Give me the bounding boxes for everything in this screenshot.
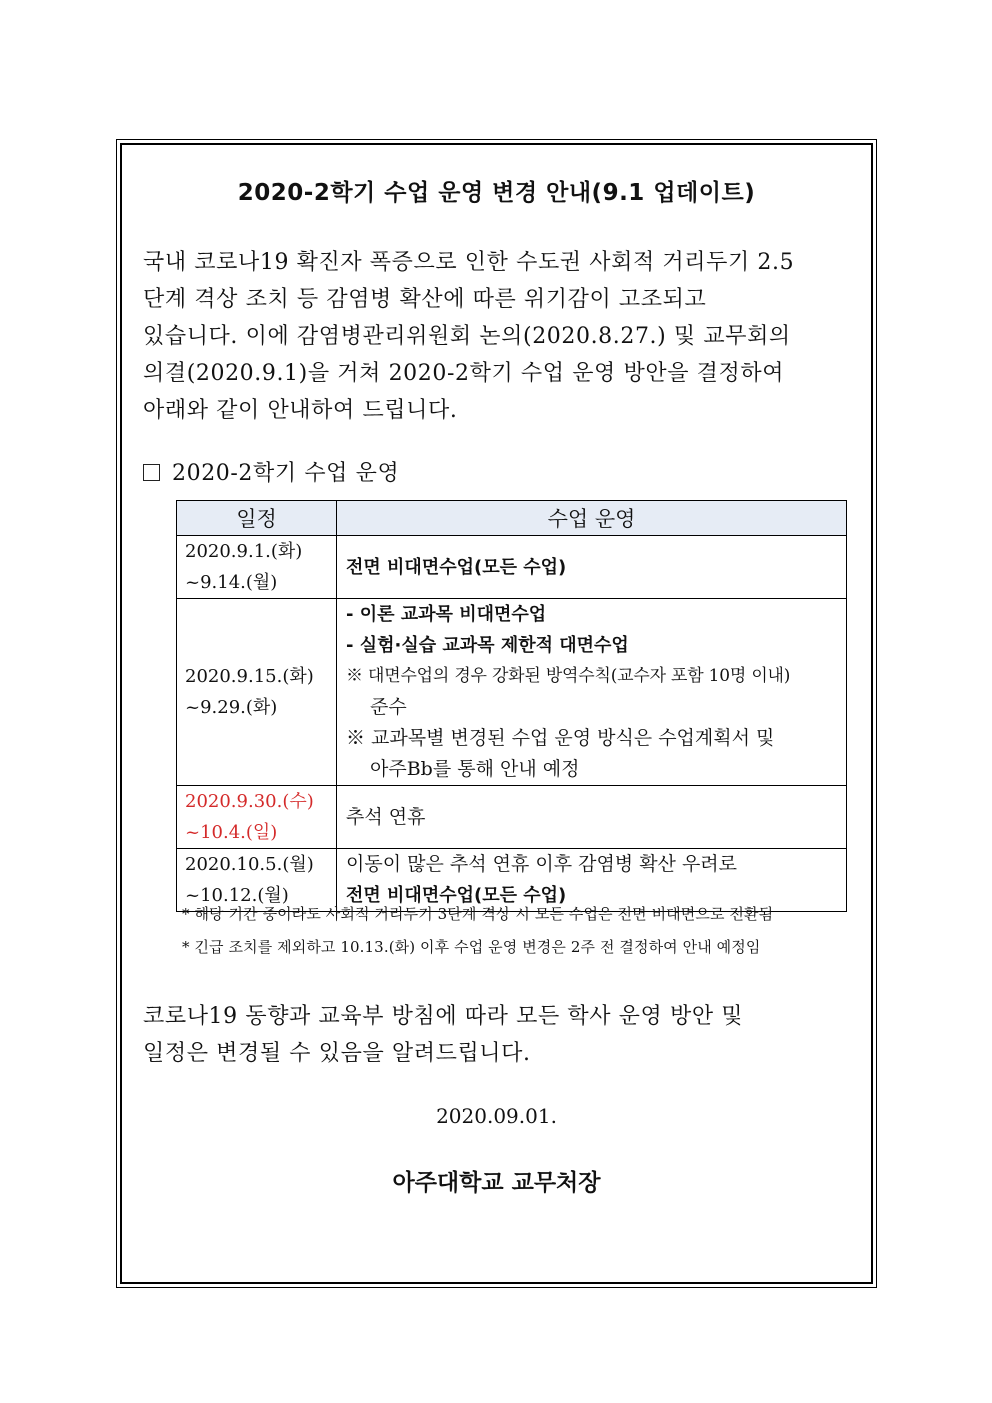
operation-line: - 실험·실습 교과목 제한적 대면수업 (346, 635, 629, 656)
date-cell (177, 536, 337, 599)
operation-line: 전면 비대면수업(모든 수업) (346, 885, 567, 906)
operation-note: ※ 대면수업의 경우 강화된 방역수칙(교수자 포함 10명 이내) (346, 666, 791, 686)
column-header-operation: 수업 운영 (337, 501, 847, 536)
signature: 아주대학교 교무처장 (392, 1170, 601, 1196)
date-line: ~9.29.(화) (185, 697, 278, 718)
section-heading-text: 2020-2학기 수업 운영 (172, 461, 400, 486)
operation-line: 전면 비대면수업(모든 수업) (346, 556, 567, 578)
schedule-table (176, 500, 847, 912)
table-header-row (177, 501, 847, 536)
operation-cell (337, 536, 847, 599)
intro-line: 있습니다. 이에 감염병관리위원회 논의(2020.8.27.) 및 교무회의 (143, 324, 791, 349)
intro-paragraph (143, 244, 848, 429)
column-header-schedule: 일정 (177, 501, 337, 536)
operation-cell (337, 786, 847, 849)
closing-line: 코로나19 동향과 교육부 방침에 따라 모든 학사 운영 방안 및 (143, 1004, 744, 1029)
date-line: ~9.14.(월) (185, 572, 278, 593)
intro-line: 아래와 같이 안내하여 드립니다. (143, 398, 458, 423)
date-cell (177, 599, 337, 786)
date-line: ~10.4.(일) (185, 822, 278, 843)
operation-note: 아주Bb를 통해 안내 예정 (370, 758, 580, 780)
notice-title: 2020-2학기 수업 운영 변경 안내(9.1 업데이트) (237, 180, 756, 206)
table-row (177, 536, 847, 599)
closing-paragraph (143, 998, 743, 1072)
date-cell-holiday (177, 786, 337, 849)
operation-cell (337, 599, 847, 786)
date-line: 2020.9.15.(화) (185, 666, 314, 687)
date-line: 2020.10.5.(월) (185, 854, 314, 875)
closing-line: 일정은 변경될 수 있음을 알려드립니다. (143, 1041, 531, 1066)
footnote: * 긴급 조치를 제외하고 10.13.(화) 이후 수업 운영 변경은 2주 전 결정하여 안내 예정임 (182, 938, 761, 956)
table-row (177, 599, 847, 786)
intro-line: 단계 격상 조치 등 감염병 확산에 따른 위기감이 고조되고 (143, 287, 707, 312)
operation-note: 준수 (370, 696, 407, 718)
notice-date: 2020.09.01. (436, 1104, 557, 1128)
footnote: * 해당 기간 중이라도 사회적 거리두기 3단계 격상 시 모든 수업은 전면 비대면으로 전환됨 (182, 905, 774, 923)
operation-line: - 이론 교과목 비대면수업 (346, 604, 547, 625)
date-line: 2020.9.30.(수) (185, 791, 314, 812)
date-line: ~10.12.(월) (185, 885, 289, 906)
operation-line: 이동이 많은 추석 연휴 이후 감염병 확산 우려로 (346, 853, 738, 875)
operation-line: 추석 연휴 (346, 805, 426, 828)
date-line: 2020.9.1.(화) (185, 541, 303, 562)
table-row (177, 786, 847, 849)
section-heading (143, 456, 399, 487)
operation-note: ※ 교과목별 변경된 수업 운영 방식은 수업계획서 및 (346, 727, 775, 749)
intro-line: 국내 코로나19 확진자 폭증으로 인한 수도권 사회적 거리두기 2.5 (143, 250, 795, 275)
square-bullet-icon (143, 464, 160, 481)
intro-line: 의결(2020.9.1)을 거쳐 2020-2학기 수업 운영 방안을 결정하여 (143, 361, 785, 386)
